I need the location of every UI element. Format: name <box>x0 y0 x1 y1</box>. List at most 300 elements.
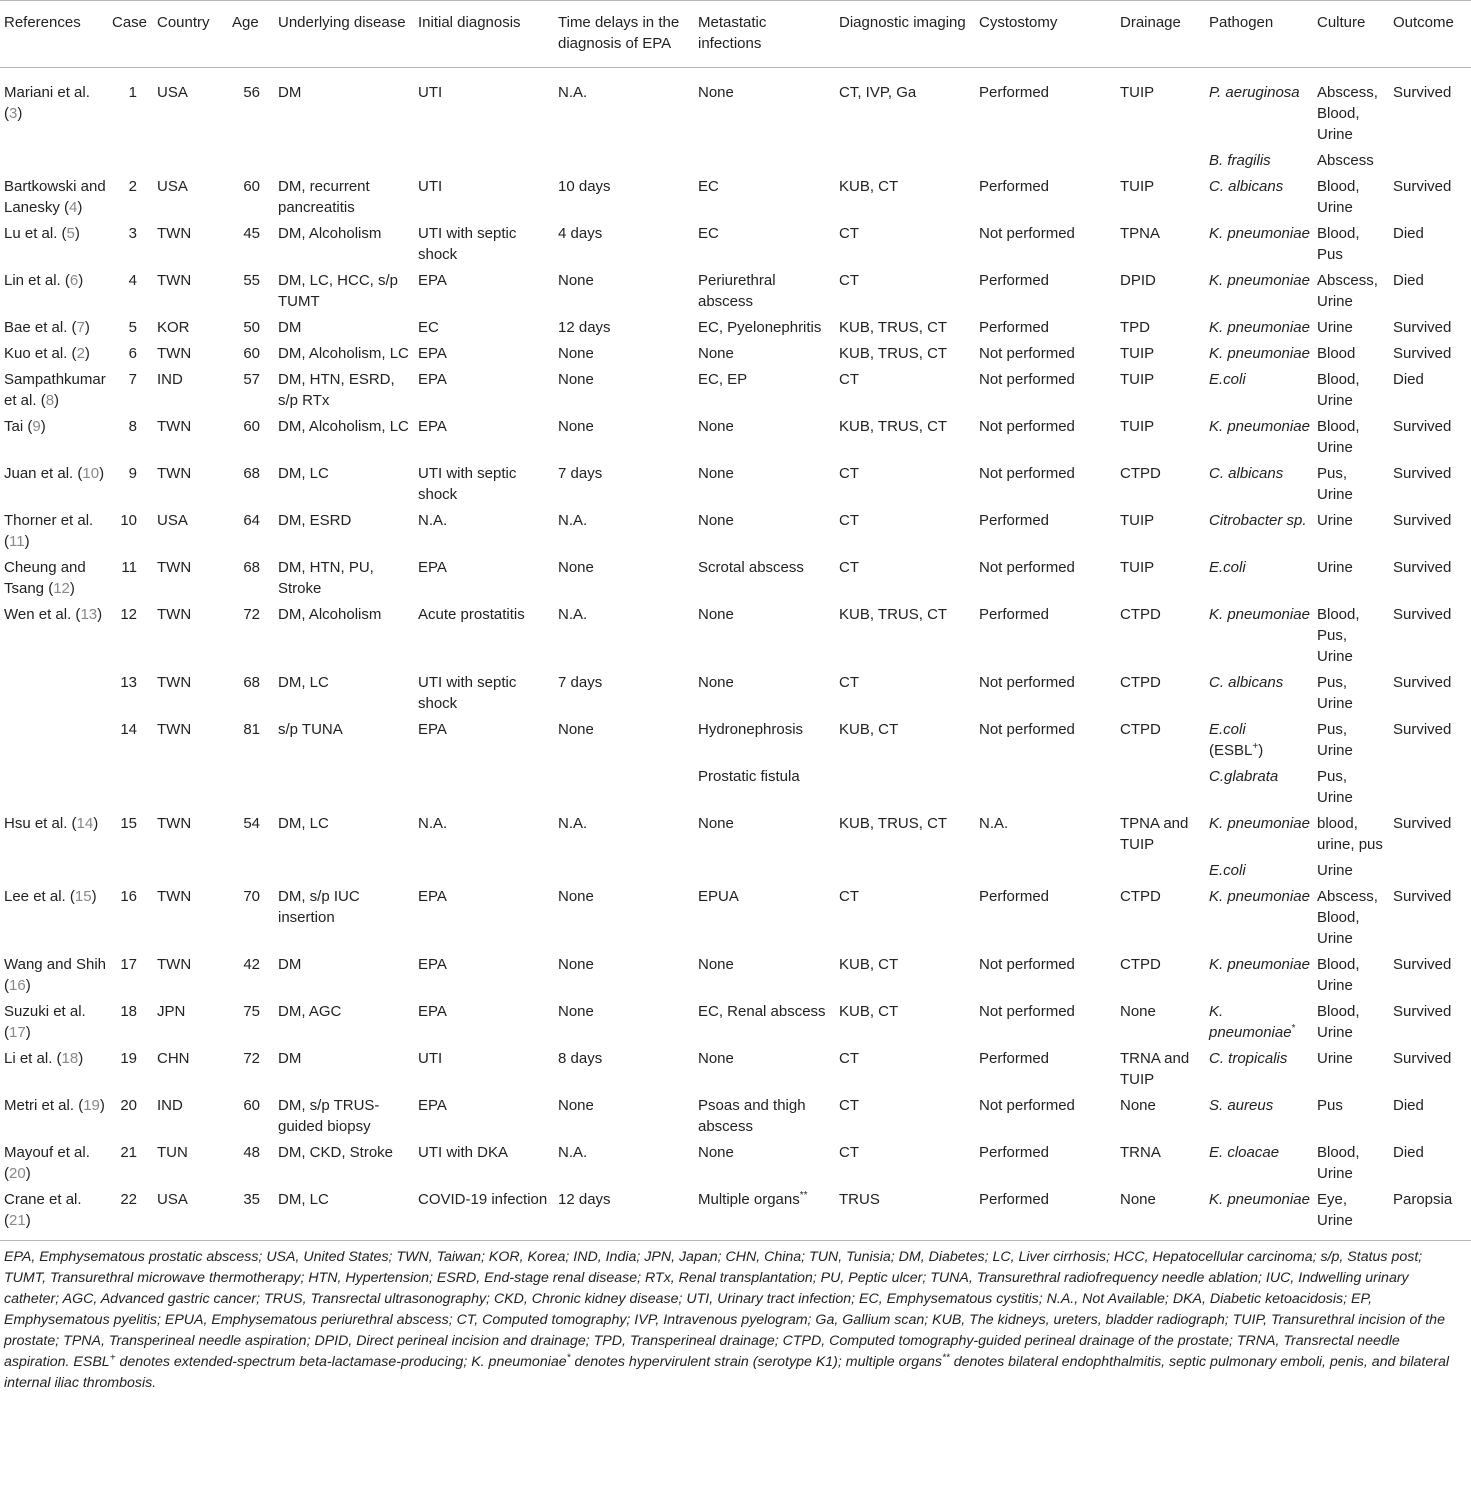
outcome-cell <box>1389 411 1471 458</box>
table-row <box>0 855 1471 881</box>
metastatic-text: Periurethral abscess <box>698 272 776 310</box>
delay-text: N.A. <box>558 84 588 101</box>
initial-text: UTI <box>418 84 443 101</box>
country-text: TWN <box>157 888 192 905</box>
metastatic-cell <box>694 68 835 146</box>
metastatic-text: None <box>698 512 734 529</box>
outcome-cell <box>1389 1043 1471 1090</box>
culture-cell <box>1313 881 1389 949</box>
metastatic-cell <box>694 145 835 171</box>
culture-cell <box>1313 1184 1389 1241</box>
disease-cell <box>274 312 414 338</box>
imaging-text: CT, IVP, Ga <box>839 84 917 101</box>
age-cell <box>228 761 274 808</box>
imaging-cell <box>835 338 975 364</box>
pathogen-cell <box>1205 411 1313 458</box>
case-cell <box>108 338 153 364</box>
culture-cell <box>1313 949 1389 996</box>
imaging-cell <box>835 808 975 855</box>
culture-text: Pus <box>1317 1097 1343 1114</box>
reference-text: Lee et al. <box>4 888 66 905</box>
header-metastatic-infections: Metastatic infections <box>698 14 767 52</box>
metastatic-cell <box>694 949 835 996</box>
ref-cell: Crane et al. (21) <box>4 1191 82 1229</box>
disease-cell <box>274 338 414 364</box>
table-row <box>0 312 1471 338</box>
country-text: TWN <box>157 815 192 832</box>
imaging-text: KUB, CT <box>839 956 899 973</box>
outcome-cell <box>1389 68 1471 146</box>
pathogen-name: K. pneumoniae <box>1209 1191 1310 1208</box>
initial-text: EC <box>418 319 439 336</box>
initial-text: UTI with septic shock <box>418 465 517 503</box>
age-cell <box>228 411 274 458</box>
culture-text: Abscess <box>1317 152 1374 169</box>
table-row <box>0 68 1471 146</box>
culture-cell <box>1313 1137 1389 1184</box>
culture-text: Pus, Urine <box>1317 465 1353 503</box>
reference-number: 3 <box>9 105 18 122</box>
case-text: 2 <box>128 178 137 195</box>
country-text: TWN <box>157 956 192 973</box>
age-cell <box>228 364 274 411</box>
header-outcome: Outcome <box>1393 14 1454 31</box>
case-cell <box>108 218 153 265</box>
imaging-cell <box>835 171 975 218</box>
delay-cell <box>554 171 694 218</box>
case-cell <box>108 1137 153 1184</box>
outcome-text: Died <box>1393 1097 1424 1114</box>
culture-text: Blood, Urine <box>1317 178 1360 216</box>
drainage-cell <box>1116 145 1205 171</box>
country-cell <box>153 667 228 714</box>
imaging-cell <box>835 458 975 505</box>
imaging-cell <box>835 1137 975 1184</box>
reference-number: 18 <box>61 1050 79 1067</box>
culture-text: Urine <box>1317 862 1353 879</box>
culture-cell <box>1313 458 1389 505</box>
outcome-text: Died <box>1393 272 1424 289</box>
delay-cell <box>554 145 694 171</box>
ref-cell: Lee et al. (15) <box>4 888 97 905</box>
country-cell <box>153 808 228 855</box>
initial-text: COVID-19 infection <box>418 1191 548 1208</box>
culture-text: Pus, Urine <box>1317 768 1353 806</box>
culture-text: Urine <box>1317 559 1353 576</box>
table-row <box>0 265 1471 312</box>
case-cell <box>108 552 153 599</box>
pathogen-name: K. pneumoniae <box>1209 1003 1292 1041</box>
metastatic-text: Psoas and thigh abscess <box>698 1097 806 1135</box>
case-cell <box>108 1184 153 1241</box>
country-cell <box>153 761 228 808</box>
disease-cell <box>274 855 414 881</box>
reference-number: 6 <box>69 272 79 289</box>
imaging-text: KUB, TRUS, CT <box>839 418 948 435</box>
drainage-text: TUIP <box>1120 345 1155 362</box>
age-text: 54 <box>243 815 260 832</box>
ref-cell: Kuo et al. (2) <box>4 345 90 362</box>
country-cell <box>153 881 228 949</box>
pathogen-cell <box>1205 265 1313 312</box>
outcome-cell <box>1389 171 1471 218</box>
imaging-text: TRUS <box>839 1191 880 1208</box>
disease-cell <box>274 505 414 552</box>
delay-cell <box>554 411 694 458</box>
delay-text: None <box>558 418 594 435</box>
pathogen-note-close: ) <box>1258 742 1264 759</box>
case-text: 16 <box>120 888 137 905</box>
country-text: TWN <box>157 465 192 482</box>
drainage-text: TUIP <box>1120 178 1155 195</box>
imaging-text: CT <box>839 272 859 289</box>
initial-text: EPA <box>418 371 447 388</box>
cystostomy-text: Performed <box>979 1144 1050 1161</box>
drainage-text: TPNA <box>1120 225 1161 242</box>
reference-number: 20 <box>9 1165 26 1182</box>
cystostomy-cell <box>975 552 1116 599</box>
imaging-cell <box>835 761 975 808</box>
delay-text: 10 days <box>558 178 611 195</box>
drainage-cell <box>1116 265 1205 312</box>
outcome-cell <box>1389 996 1471 1043</box>
ref-cell: Wen et al. (13) <box>4 606 103 623</box>
metastatic-text: None <box>698 956 734 973</box>
cystostomy-cell <box>975 599 1116 667</box>
case-text: 13 <box>120 674 137 691</box>
age-cell <box>228 552 274 599</box>
outcome-cell <box>1389 949 1471 996</box>
imaging-cell <box>835 552 975 599</box>
disease-cell <box>274 667 414 714</box>
initial-cell <box>414 145 554 171</box>
reference-number: 8 <box>45 392 55 409</box>
metastatic-cell <box>694 505 835 552</box>
cystostomy-text: Performed <box>979 178 1050 195</box>
outcome-text: Survived <box>1393 721 1452 738</box>
cystostomy-cell <box>975 312 1116 338</box>
disease-text: s/p TUNA <box>278 721 343 738</box>
pathogen-name: E.coli <box>1209 862 1246 879</box>
metastatic-text: EC <box>698 225 719 242</box>
metastatic-text: None <box>698 1050 734 1067</box>
case-text: 20 <box>120 1097 137 1114</box>
metastatic-text: EC, Renal abscess <box>698 1003 826 1020</box>
culture-cell <box>1313 218 1389 265</box>
culture-cell <box>1313 599 1389 667</box>
outcome-text: Died <box>1393 225 1424 242</box>
case-cell <box>108 505 153 552</box>
country-cell <box>153 1137 228 1184</box>
imaging-cell <box>835 996 975 1043</box>
pathogen-name: E.coli <box>1209 721 1246 738</box>
disease-cell <box>274 949 414 996</box>
reference-number: 15 <box>74 888 92 905</box>
initial-text: EPA <box>418 1097 447 1114</box>
delay-text: 7 days <box>558 465 603 482</box>
reference-number: 12 <box>53 580 70 597</box>
age-cell <box>228 855 274 881</box>
pathogen-superscript: + <box>1252 741 1259 752</box>
age-cell <box>228 68 274 146</box>
country-text: USA <box>157 512 188 529</box>
pathogen-cell <box>1205 881 1313 949</box>
outcome-cell <box>1389 505 1471 552</box>
delay-cell <box>554 1137 694 1184</box>
case-cell <box>108 68 153 146</box>
reference-text: Suzuki et al. <box>4 1003 86 1020</box>
cystostomy-text: Performed <box>979 1191 1050 1208</box>
imaging-text: CT <box>839 465 859 482</box>
country-cell <box>153 1184 228 1241</box>
disease-cell <box>274 411 414 458</box>
footnote-sup3: ** <box>942 1352 950 1364</box>
case-text: 12 <box>120 606 137 623</box>
imaging-text: KUB, TRUS, CT <box>839 606 948 623</box>
table-row <box>0 364 1471 411</box>
case-text: 1 <box>128 84 137 101</box>
table-row <box>0 714 1471 761</box>
drainage-text: DPID <box>1120 272 1156 289</box>
outcome-cell <box>1389 599 1471 667</box>
cystostomy-text: Not performed <box>979 418 1075 435</box>
drainage-text: CTPD <box>1120 606 1161 623</box>
reference-number: 11 <box>9 533 25 550</box>
delay-text: N.A. <box>558 512 588 529</box>
outcome-cell <box>1389 312 1471 338</box>
initial-cell <box>414 505 554 552</box>
delay-cell <box>554 364 694 411</box>
country-text: TWN <box>157 225 192 242</box>
culture-text: Blood, Pus, Urine <box>1317 606 1360 665</box>
cystostomy-text: Not performed <box>979 1097 1075 1114</box>
age-cell <box>228 218 274 265</box>
imaging-cell <box>835 312 975 338</box>
cystostomy-text: Performed <box>979 1050 1050 1067</box>
reference-text: Cheung and Tsang <box>4 559 86 597</box>
outcome-cell <box>1389 667 1471 714</box>
culture-text: Eye, Urine <box>1317 1191 1353 1229</box>
metastatic-text: EC, EP <box>698 371 748 388</box>
delay-cell <box>554 996 694 1043</box>
delay-cell <box>554 68 694 146</box>
table-row <box>0 505 1471 552</box>
imaging-cell <box>835 1043 975 1090</box>
drainage-cell <box>1116 312 1205 338</box>
pathogen-cell <box>1205 1043 1313 1090</box>
imaging-text: KUB, CT <box>839 1003 899 1020</box>
culture-text: Urine <box>1317 512 1353 529</box>
pathogen-cell <box>1205 505 1313 552</box>
initial-cell <box>414 364 554 411</box>
delay-text: 12 days <box>558 319 611 336</box>
age-text: 68 <box>243 674 260 691</box>
outcome-text: Survived <box>1393 1050 1452 1067</box>
drainage-cell <box>1116 996 1205 1043</box>
country-cell <box>153 505 228 552</box>
reference-number: 17 <box>9 1024 26 1041</box>
delay-text: None <box>558 559 594 576</box>
cystostomy-cell <box>975 505 1116 552</box>
ref-cell: Hsu et al. (14) <box>4 815 99 832</box>
delay-cell <box>554 855 694 881</box>
disease-cell <box>274 1137 414 1184</box>
case-cell <box>108 808 153 855</box>
disease-cell <box>274 265 414 312</box>
pathogen-cell <box>1205 171 1313 218</box>
case-text: 15 <box>120 815 137 832</box>
cystostomy-text: N.A. <box>979 815 1009 832</box>
drainage-cell <box>1116 364 1205 411</box>
cystostomy-text: Not performed <box>979 674 1075 691</box>
pathogen-name: C. albicans <box>1209 465 1284 482</box>
disease-text: DM, LC <box>278 465 329 482</box>
header-age: Age <box>232 14 259 31</box>
culture-cell <box>1313 667 1389 714</box>
country-text: TWN <box>157 418 192 435</box>
case-text: 7 <box>128 371 137 388</box>
disease-cell <box>274 1184 414 1241</box>
outcome-cell <box>1389 265 1471 312</box>
country-text: TWN <box>157 721 192 738</box>
culture-text: Abscess, Blood, Urine <box>1317 84 1378 143</box>
case-text: 11 <box>121 559 137 576</box>
outcome-text: Survived <box>1393 956 1452 973</box>
pathogen-cell <box>1205 599 1313 667</box>
age-text: 70 <box>243 888 260 905</box>
case-cell <box>108 1090 153 1137</box>
delay-cell <box>554 458 694 505</box>
culture-text: Pus, Urine <box>1317 721 1353 759</box>
pathogen-name: P. aeruginosa <box>1209 84 1300 101</box>
drainage-cell <box>1116 552 1205 599</box>
outcome-text: Survived <box>1393 559 1452 576</box>
country-cell <box>153 458 228 505</box>
age-text: 56 <box>243 84 260 101</box>
cystostomy-text: Not performed <box>979 225 1075 242</box>
imaging-cell <box>835 1184 975 1241</box>
country-text: TWN <box>157 272 192 289</box>
initial-text: EPA <box>418 1003 447 1020</box>
imaging-cell <box>835 949 975 996</box>
imaging-cell <box>835 265 975 312</box>
outcome-text: Survived <box>1393 606 1452 623</box>
metastatic-cell <box>694 171 835 218</box>
disease-cell <box>274 458 414 505</box>
delay-cell <box>554 881 694 949</box>
age-cell <box>228 881 274 949</box>
initial-cell <box>414 881 554 949</box>
header-case: Case <box>112 14 148 31</box>
culture-cell <box>1313 714 1389 761</box>
pathogen-name: B. fragilis <box>1209 152 1271 169</box>
case-text: 14 <box>120 721 137 738</box>
outcome-text: Survived <box>1393 1003 1452 1020</box>
case-cell <box>108 996 153 1043</box>
footnote-part1: EPA, Emphysematous prostatic abscess; USA, United States; TWN, Taiwan; KOR, Korea; IND, India; JPN, Japan; CHN, China; TUN, Tunisia; DM, Diabetes; LC, Liver cirrhosis; HCC, Hepatocellular carcinoma; s/p, Status post; TUMT, Transurethral microwave thermotherapy; HTN, Hypertension; ESRD, End-stage renal disease; RTx, Renal transplantation; PU, Peptic ulcer; TUNA, Transurethral radiofrequency needle ablation; IUC, Indwelling urinary catheter; AGC, Advanced gastric cancer; TRUS, Transrectal ultrasonography; CKD, Chronic kidney disease; UTI, Urinary tract infection; EC, Emphysematous cystitis; N.A., Not Available; DKA, Diabetic ketoacidosis; EP, Emphysematous pyelitis; EPUA, Emphysematous periurethral abscess; CT, Computed tomography; IVP, Intravenous pyelogram; Ga, Gallium scan; KUB, The kidneys, ureters, bladder radiograph; TUIP, Transurethral incision of the prostate; TPNA, Transperineal needle aspiration; DPID, Direct perineal incision and drainage; TPD, Transperineal drainage; CTPD, Computed tomography-guided perineal drainage of the prostate; TRNA, Transrectal needle aspiration. ESBL <box>4 1249 1445 1370</box>
initial-text: EPA <box>418 888 447 905</box>
pathogen-name: C. albicans <box>1209 178 1284 195</box>
age-text: 35 <box>243 1191 260 1208</box>
drainage-text: TRNA <box>1120 1144 1161 1161</box>
delay-cell <box>554 599 694 667</box>
footnote-sup2: * <box>566 1352 571 1364</box>
case-text: 18 <box>120 1003 137 1020</box>
pathogen-name: K. pneumoniae <box>1209 418 1310 435</box>
imaging-text: KUB, CT <box>839 178 899 195</box>
imaging-cell <box>835 1090 975 1137</box>
delay-text: None <box>558 888 594 905</box>
metastatic-cell <box>694 218 835 265</box>
outcome-cell <box>1389 1090 1471 1137</box>
initial-cell <box>414 949 554 996</box>
metastatic-cell <box>694 881 835 949</box>
delay-text: N.A. <box>558 1144 588 1161</box>
ref-cell: Thorner et al. (11) <box>4 512 94 550</box>
case-cell <box>108 145 153 171</box>
pathogen-note: (ESBL <box>1209 742 1253 759</box>
delay-text: 4 days <box>558 225 603 242</box>
drainage-text: TUIP <box>1120 84 1155 101</box>
initial-text: N.A. <box>418 815 448 832</box>
delay-cell <box>554 338 694 364</box>
pathogen-cell <box>1205 552 1313 599</box>
metastatic-text: Prostatic fistula <box>698 768 800 785</box>
outcome-text: Paropsia <box>1393 1191 1453 1208</box>
ref-cell: Lin et al. (6) <box>4 272 84 289</box>
country-text: TWN <box>157 345 192 362</box>
reference-number: 4 <box>69 199 78 216</box>
drainage-cell <box>1116 1090 1205 1137</box>
culture-text: Urine <box>1317 1050 1353 1067</box>
header-row <box>0 1 1471 68</box>
country-text: KOR <box>157 319 190 336</box>
ref-cell <box>0 145 108 171</box>
outcome-text: Survived <box>1393 815 1452 832</box>
initial-cell <box>414 411 554 458</box>
case-text: 21 <box>120 1144 137 1161</box>
case-cell <box>108 312 153 338</box>
metastatic-cell <box>694 996 835 1043</box>
initial-cell <box>414 808 554 855</box>
metastatic-cell <box>694 458 835 505</box>
drainage-cell <box>1116 808 1205 855</box>
header-drainage: Drainage <box>1120 14 1181 31</box>
cystostomy-cell <box>975 1137 1116 1184</box>
case-cell <box>108 458 153 505</box>
age-text: 60 <box>243 345 260 362</box>
reference-number: 9 <box>32 418 41 435</box>
outcome-cell <box>1389 808 1471 855</box>
pathogen-name: K. pneumoniae <box>1209 888 1310 905</box>
initial-cell <box>414 714 554 761</box>
pathogen-name: S. aureus <box>1209 1097 1274 1114</box>
pathogen-cell <box>1205 312 1313 338</box>
initial-text: UTI with septic shock <box>418 225 517 263</box>
culture-cell <box>1313 171 1389 218</box>
cystostomy-cell <box>975 855 1116 881</box>
age-text: 55 <box>243 272 260 289</box>
outcome-text: Survived <box>1393 178 1452 195</box>
imaging-cell <box>835 714 975 761</box>
case-text: 10 <box>120 512 137 529</box>
initial-cell <box>414 1137 554 1184</box>
disease-text: DM, LC <box>278 1191 329 1208</box>
disease-cell <box>274 808 414 855</box>
delay-text: 12 days <box>558 1191 611 1208</box>
age-cell <box>228 714 274 761</box>
delay-text: 8 days <box>558 1050 603 1067</box>
